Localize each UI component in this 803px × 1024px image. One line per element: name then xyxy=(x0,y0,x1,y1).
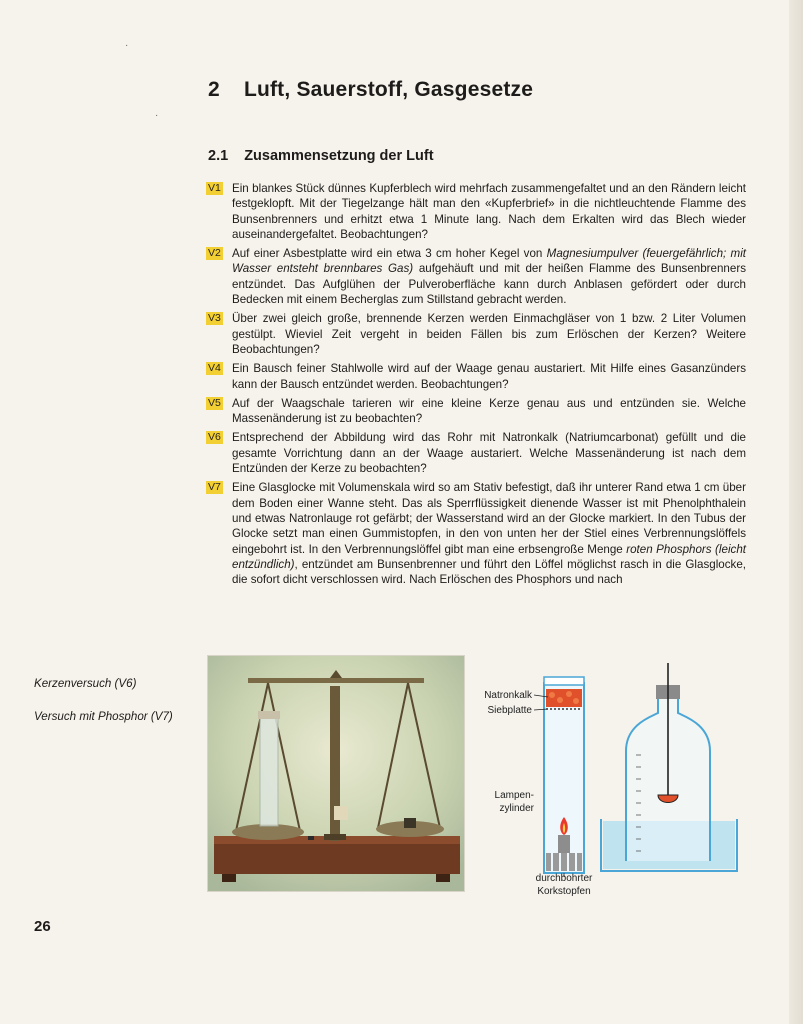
experiment-v3 xyxy=(206,311,746,357)
experiment-text: Auf einer Asbestplatte wird ein etwa 3 cm hoher Kegel von xyxy=(232,247,547,261)
label-natronkalk: Natronkalk xyxy=(484,690,532,701)
scan-speck: · xyxy=(155,110,159,121)
section-number: 2.1 xyxy=(208,148,229,164)
experiment-text: aufgehäuft und mit der heißen Flamme des Bunsenbrenners entzündet. Das Aufglühen der Pulveroberfläche kann durch Anblasen gefördert oder durch Bedecken mit einem Becherglas zum Stillstand gebracht werden. xyxy=(232,262,746,307)
balance-scale-photo xyxy=(207,655,465,892)
experiment-v2 xyxy=(206,246,746,307)
label-siebplatte: Siebplatte xyxy=(487,705,532,716)
label-lampen: Lampen- xyxy=(494,790,534,801)
chapter-number: 2 xyxy=(208,78,220,101)
experiment-tag: V1 xyxy=(208,182,221,194)
experiment-v7 xyxy=(206,480,746,587)
chapter-title-text: Luft, Sauerstoff, Gasgesetze xyxy=(243,78,534,101)
bell-jar-apparatus xyxy=(601,663,737,871)
experiment-text: Auf der Waagschale tarieren wir eine kleine Kerze genau aus und entzünden sie. Welche Massenänderung ist zu beobachten? xyxy=(232,396,746,426)
experiment-tag: V4 xyxy=(208,362,221,375)
experiment-tag: V7 xyxy=(208,481,221,494)
experiment-v4 xyxy=(206,361,746,392)
label-durchbohrter: durchbohrter xyxy=(535,873,593,884)
experiment-tag: V5 xyxy=(208,396,221,409)
experiment-tag: V2 xyxy=(208,247,221,260)
experiment-text: Eine Glasglocke mit Volumenskala wird so am Stativ befestigt, daß ihr unterer Rand etwa 1 cm über dem Boden einer Wanne steht. Das als Sperrflüssigkeit dienende Wasser ist mit Phenolphthalein und etwas Natronlauge rot gefärbt; der Wasserstand wird an der Glocke markiert. In den Tubus der Glocke setzt man einen Gummistopfen, in den von unten her der Stiel eines Verbrennungslöffels eingebohrt ist. In den Verbrennungslöffel gibt man eine erbsengroße Menge xyxy=(232,481,746,556)
experiment-v6 xyxy=(206,430,746,476)
section-title-text: Zusammensetzung der Luft xyxy=(244,148,434,164)
experiment-list xyxy=(206,181,746,591)
experiment-text: , entzündet am Bunsenbrenner und führt den Löffel möglichst rasch in die Glasglocke, die sofort dicht verschlossen wird. Nach Erlöschen des Phosphors und nach xyxy=(232,557,746,587)
experiment-tag: V6 xyxy=(208,431,221,444)
experiment-tag: V3 xyxy=(208,312,221,325)
experiment-v1 xyxy=(206,181,746,242)
apparatus-diagram xyxy=(470,655,770,900)
experiment-v5 xyxy=(206,396,746,427)
label-zylinder: zylinder xyxy=(499,803,534,814)
cork-stopper xyxy=(546,853,582,871)
section-title xyxy=(208,148,434,164)
page-edge xyxy=(789,0,803,1024)
experiment-text: Über zwei gleich große, brennende Kerzen werden Einmachgläser von 1 bzw. 2 Liter Volumen gestülpt. Wieviel Zeit vergeht in beiden Fällen bis zum Erlöschen der Kerzen? Weitere Beobachtungen? xyxy=(232,312,746,356)
experiment-text: Entsprechend der Abbildung wird das Rohr mit Natronkalk (Natriumcarbonat) gefüllt und die gesamte Vorrichtung dann an der Waage austariert. Welche Massenänderung ist nach dem Entzünden der Kerze zu beobachten? xyxy=(232,431,746,476)
candle xyxy=(558,835,570,853)
caption-phosphor-experiment: Versuch mit Phosphor (V7) xyxy=(34,710,173,723)
label-korkstopfen: Korkstopfen xyxy=(537,886,591,897)
experiment-text: Ein Bausch feiner Stahlwolle wird auf der Waage genau austariert. Mit Hilfe eines Gasanzünders kann der Bausch entzündet werden. Beobachtungen? xyxy=(232,362,746,391)
natronkalk-granules xyxy=(546,689,582,707)
chapter-title xyxy=(208,78,533,102)
experiment-text: Ein blankes Stück dünnes Kupferblech wird mehrfach zusammengefaltet und an den Rändern leicht festgeklopft. Mit der Tiegelzange hält man den «Kupferbrief» in die nichtleuchtende Flamme des Bunsenbrenners und erhitzt etwa 1 Minute lang. Nach dem Erkalten wird das Blech wieder auseinandergefaltet. Beobachtungen? xyxy=(232,182,746,241)
lamp-cylinder-apparatus xyxy=(534,677,584,877)
scan-speck: · xyxy=(125,40,129,51)
experiment-text-emphasis: roten Phosphors (leicht entzündlich) xyxy=(232,542,746,571)
experiment-text-emphasis: Magnesiumpulver (feuergefährlich; mit Wasser entsteht brennbares Gas) xyxy=(232,247,746,276)
caption-candle-experiment: Kerzenversuch (V6) xyxy=(34,677,137,690)
page-number: 26 xyxy=(34,918,51,935)
